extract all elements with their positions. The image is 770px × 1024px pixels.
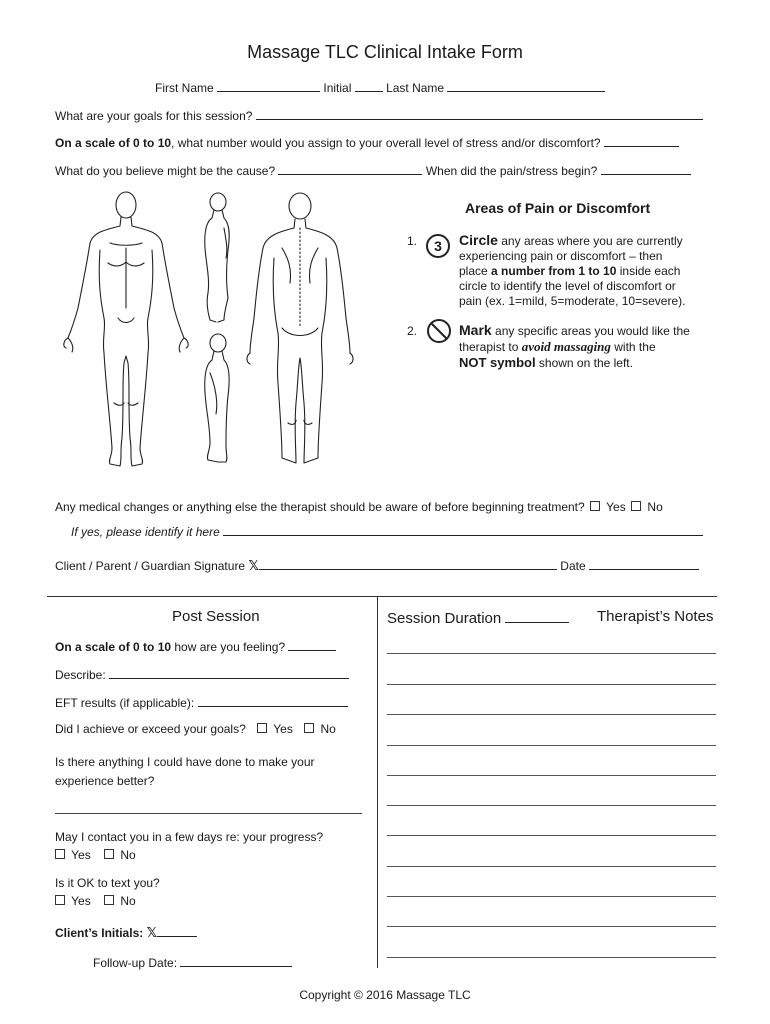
- side-body-figure-upper: [205, 193, 229, 322]
- circle-number-example-icon: 3: [426, 234, 450, 258]
- therapist-note-line[interactable]: [387, 866, 716, 867]
- side-body-figure-lower: [205, 334, 229, 462]
- signature-row: [55, 557, 699, 574]
- first-name-label: First Name: [155, 81, 214, 95]
- stress-scale-field[interactable]: [604, 134, 679, 147]
- initials-x-icon: 𝕏: [146, 926, 158, 941]
- medical-question: Any medical changes or anything else the therapist should be aware of before beginning treatment?: [55, 500, 585, 514]
- followup-row: [93, 954, 292, 970]
- stress-scale-row: [55, 134, 679, 150]
- describe-label: Describe:: [55, 668, 106, 682]
- not-symbol-keyword: NOT symbol: [459, 355, 536, 370]
- improve-question-line1: Is there anything I could have done to make your: [55, 755, 315, 769]
- body-diagram[interactable]: [60, 188, 400, 478]
- feeling-row: [55, 638, 336, 654]
- therapist-note-line[interactable]: [387, 684, 716, 685]
- signature-label: Client / Parent / Guardian Signature: [55, 559, 246, 573]
- goals-achieved-label: Did I achieve or exceed your goals?: [55, 722, 246, 736]
- areas-item2-number: 2.: [407, 324, 418, 338]
- areas-item1-text: [459, 233, 685, 309]
- last-name-label: Last Name: [386, 81, 445, 95]
- contact-question: [55, 828, 323, 864]
- cause-label: What do you believe might be the cause?: [55, 164, 276, 178]
- therapist-note-line[interactable]: [387, 926, 716, 927]
- name-row: [155, 79, 605, 95]
- therapist-note-line[interactable]: [387, 653, 716, 654]
- describe-field[interactable]: [109, 666, 349, 679]
- section-divider: [47, 596, 717, 597]
- areas-item2-line2a: therapist to: [459, 340, 522, 354]
- medical-no-checkbox[interactable]: [631, 501, 641, 511]
- medical-yes-label: Yes: [606, 500, 626, 514]
- back-body-figure: [247, 193, 353, 463]
- began-field[interactable]: [601, 162, 691, 175]
- improve-question-line2: experience better?: [55, 774, 155, 788]
- followup-field[interactable]: [180, 954, 292, 967]
- areas-item1-line3c: inside each: [616, 264, 681, 278]
- goals-label: What are your goals for this session?: [55, 109, 253, 123]
- therapist-note-line[interactable]: [387, 835, 716, 836]
- areas-item2-line2c: with the: [610, 340, 656, 354]
- eft-row: [55, 694, 348, 710]
- therapist-note-line[interactable]: [387, 775, 716, 776]
- initials-field[interactable]: [157, 924, 197, 937]
- therapist-notes-heading: Therapist’s Notes: [597, 608, 714, 625]
- stress-scale-bold: On a scale of 0 to 10: [55, 136, 172, 150]
- session-duration-field[interactable]: [505, 608, 569, 623]
- goals-yes-checkbox[interactable]: [257, 723, 267, 733]
- cause-row: [55, 162, 691, 178]
- goals-yes-label: Yes: [273, 722, 293, 736]
- circle-keyword: Circle: [459, 232, 498, 248]
- followup-label: Follow-up Date:: [93, 956, 178, 970]
- goals-achieved-row: [55, 722, 336, 736]
- column-divider: [377, 596, 378, 968]
- therapist-note-line[interactable]: [387, 957, 716, 958]
- goals-no-label: No: [320, 722, 336, 736]
- goals-row: [55, 107, 703, 123]
- areas-item1-line2: experiencing pain or discomfort – then: [459, 249, 663, 263]
- date-label: Date: [560, 559, 586, 573]
- goals-no-checkbox[interactable]: [304, 723, 314, 733]
- signature-field[interactable]: [259, 557, 557, 570]
- therapist-note-line[interactable]: [387, 714, 716, 715]
- front-body-figure: [64, 192, 188, 466]
- contact-no-checkbox[interactable]: [104, 849, 114, 859]
- areas-item1-line5: pain (ex. 1=mild, 5=moderate, 10=severe).: [459, 294, 686, 308]
- signature-x-icon: 𝕏: [248, 559, 259, 574]
- medical-no-label: No: [647, 500, 663, 514]
- initials-row: [55, 924, 197, 941]
- feeling-bold: On a scale of 0 to 10: [55, 640, 172, 654]
- if-yes-field[interactable]: [223, 523, 703, 536]
- improve-answer-line[interactable]: [55, 813, 362, 814]
- contact-yes-label: Yes: [71, 848, 91, 862]
- areas-item2-line3b: shown on the left.: [535, 356, 633, 370]
- feeling-field[interactable]: [288, 638, 336, 651]
- contact-yes-checkbox[interactable]: [55, 849, 65, 859]
- not-symbol-icon: [426, 318, 452, 344]
- areas-item1-number: 1.: [407, 234, 418, 248]
- areas-heading: Areas of Pain or Discomfort: [465, 200, 651, 216]
- contact-no-label: No: [120, 848, 136, 862]
- text-no-checkbox[interactable]: [104, 895, 114, 905]
- therapist-note-line[interactable]: [387, 896, 716, 897]
- stress-scale-label: , what number would you assign to your overall level of stress and/or discomfort?: [171, 136, 601, 150]
- first-name-field[interactable]: [217, 79, 320, 92]
- areas-item2-line1: any specific areas you would like the: [491, 324, 690, 338]
- medical-row: [55, 500, 663, 514]
- eft-field[interactable]: [198, 694, 348, 707]
- improve-question: [55, 753, 315, 791]
- therapist-note-line[interactable]: [387, 745, 716, 746]
- date-field[interactable]: [589, 557, 699, 570]
- text-question: [55, 874, 160, 910]
- session-duration-label: Session Duration: [387, 610, 502, 627]
- goals-field[interactable]: [256, 107, 703, 120]
- last-name-field[interactable]: [447, 79, 605, 92]
- describe-row: [55, 666, 349, 682]
- avoid-massaging-text: avoid massaging: [521, 339, 611, 354]
- text-question-label: Is it OK to text you?: [55, 876, 160, 890]
- areas-item1-line4: circle to identify the level of discomfort or: [459, 279, 676, 293]
- if-yes-row: [71, 523, 703, 539]
- areas-item1-line3a: place: [459, 264, 492, 278]
- cause-field[interactable]: [278, 162, 422, 175]
- text-yes-label: Yes: [71, 894, 91, 908]
- began-label: When did the pain/stress begin?: [425, 164, 598, 178]
- feeling-label: how are you feeling?: [171, 640, 286, 654]
- medical-yes-checkbox[interactable]: [590, 501, 600, 511]
- post-session-heading: Post Session: [172, 608, 260, 625]
- copyright-footer: Copyright © 2016 Massage TLC: [299, 988, 471, 1002]
- areas-item1-line1: any areas where you are currently: [497, 234, 683, 248]
- if-yes-label: If yes, please identify it here: [71, 525, 220, 539]
- text-no-label: No: [120, 894, 136, 908]
- form-title: Massage TLC Clinical Intake Form: [247, 42, 523, 62]
- areas-item1-line3b: a number from 1 to 10: [491, 264, 617, 278]
- text-yes-checkbox[interactable]: [55, 895, 65, 905]
- eft-label: EFT results (if applicable):: [55, 696, 195, 710]
- session-duration-row: [387, 608, 569, 627]
- areas-item2-text: [459, 323, 690, 371]
- contact-question-label: May I contact you in a few days re: your progress?: [55, 830, 324, 844]
- initials-label: Client’s Initials:: [55, 926, 144, 940]
- therapist-note-line[interactable]: [387, 805, 716, 806]
- mark-keyword: Mark: [459, 322, 492, 338]
- initial-field[interactable]: [355, 79, 383, 92]
- initial-label: Initial: [323, 81, 352, 95]
